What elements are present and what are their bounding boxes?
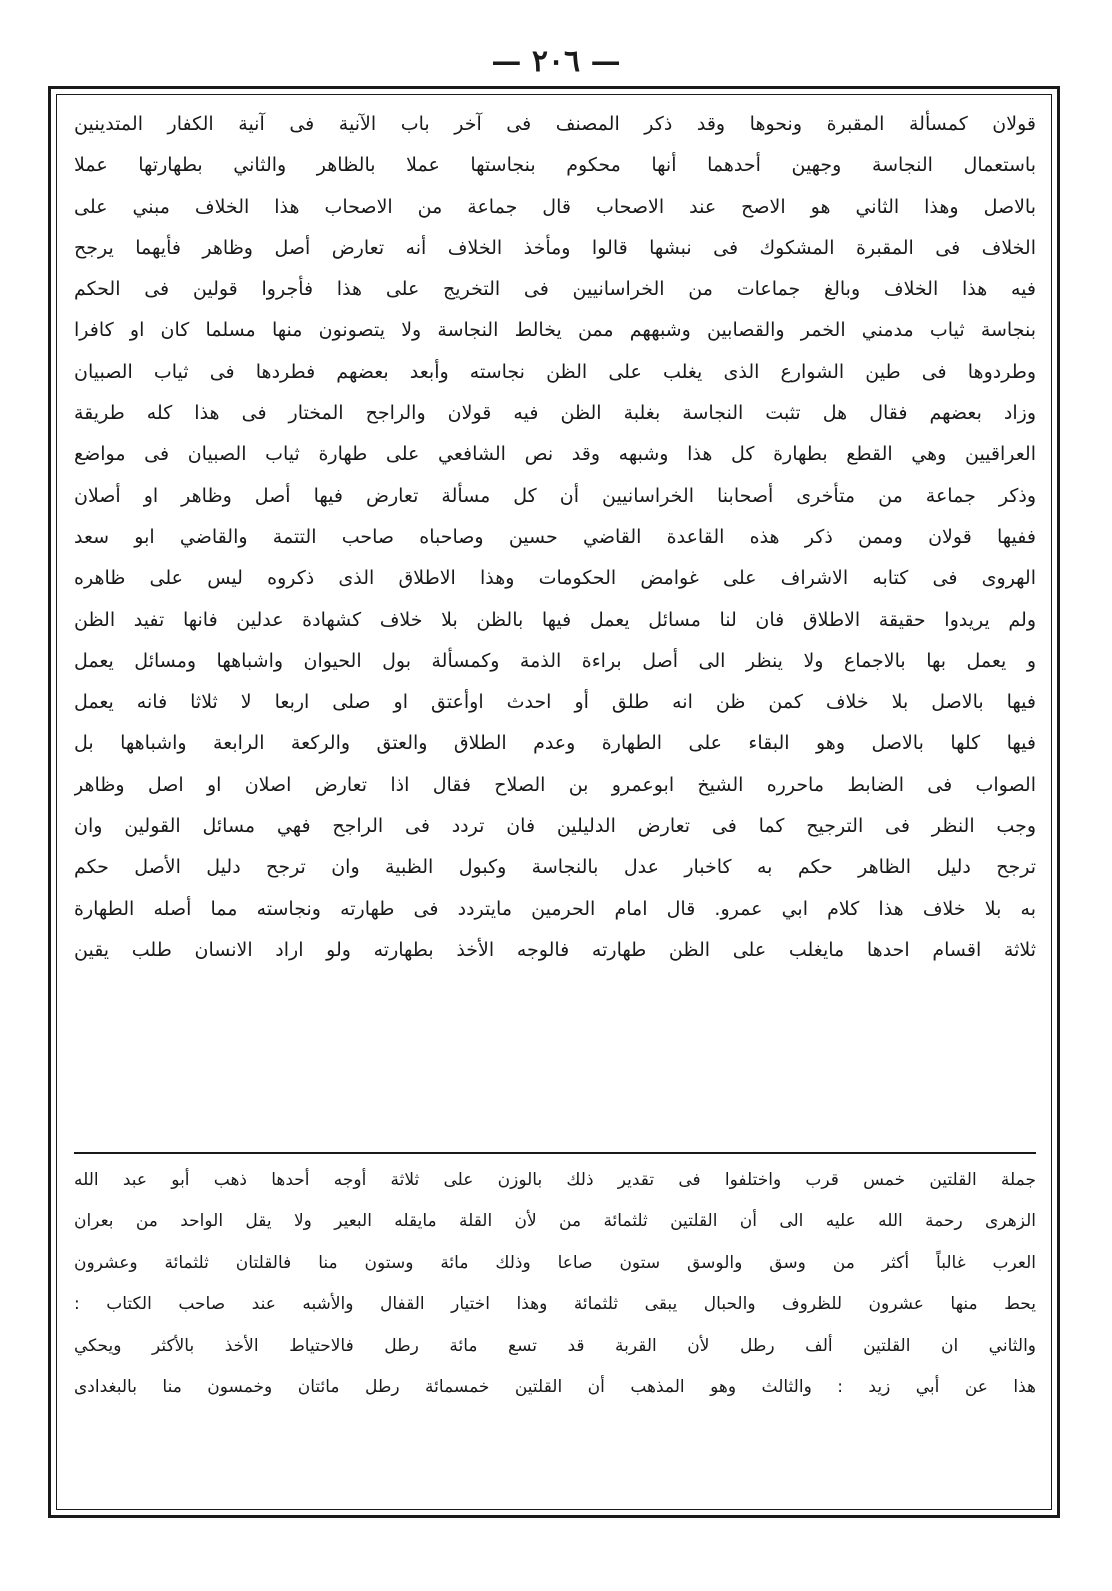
page-number: — ٢٠٦ — <box>491 44 621 79</box>
body-line: ترجح دليل الظاهر حكم به كاخبار عدل بالنجاسة وكبول الظبية وان ترجح دليل الأصل حكم <box>74 856 1036 879</box>
body-line: ولم يريدوا حقيقة الاطلاق فان لنا مسائل يعمل فيها بالظن بلا خلاف كشهادة عدلين فانها تفيد الظن <box>74 608 1036 631</box>
body-line: الصواب فى الضابط ماحرره الشيخ ابوعمرو بن الصلاح فقال اذا تعارض اصلان او اصل وظاهر <box>74 773 1036 796</box>
footnote-text <box>74 1160 1036 1408</box>
body-line: وذكر جماعة من متأخرى أصحابنا الخراسانيين أن كل مسألة تعارض فيها أصل وظاهر او أصلان <box>74 484 1036 507</box>
main-body-text <box>74 104 1036 971</box>
body-line: فيها بالاصل بلا خلاف كمن ظن انه طلق أو احدث اوأعتق او صلى اربعا لا ثلاثا فانه يعمل <box>74 691 1036 714</box>
body-line: ثلاثة اقسام احدها مايغلب على الظن طهارته فالوجه الأخذ بطهارته ولو اراد الانسان طلب يقين <box>74 938 1036 961</box>
body-line: فيه هذا الخلاف وبالغ جماعات من الخراسانيين فى التخريج على هذا فأجروا قولين فى الحكم <box>74 278 1036 301</box>
footnote-line: والثاني ان القلتين ألف رطل لأن القربة قد تسع مائة رطل فالاحتياط الأخذ بالأكثر ويحكي <box>74 1335 1036 1356</box>
footnote-line: العرب غالباً أكثر من وسق والوسق ستون صاعا وذلك مائة وستون منا فالقلتان ثلثمائة وعشرون <box>74 1252 1036 1273</box>
body-line: الخلاف فى المقبرة المشكوك فى نبشها قالوا ومأخذ الخلاف أنه تعارض أصل وظاهر فأيهما يرجح <box>74 236 1036 259</box>
body-line: ففيها قولان وممن ذكر هذه القاعدة القاضي حسين وصاحباه صاحب التتمة والقاضي ابو سعد <box>74 525 1036 548</box>
body-line: و يعمل بها بالاجماع ولا ينظر الى أصل براءة الذمة وكمسألة بول الحيوان واشباهها ومسائل يعمل <box>74 649 1036 672</box>
body-line: بنجاسة ثياب مدمني الخمر والقصابين وشبههم ممن يخالط النجاسة ولا يتصونون منها مسلما كان او كافرا <box>74 319 1036 342</box>
body-line: قولان كمسألة المقبرة ونحوها وقد ذكر المصنف فى آخر باب الآنية فى آنية الكفار المتدينين <box>74 113 1036 135</box>
body-line: بالاصل وهذا الثاني هو الاصح عند الاصحاب قال جماعة من الاصحاب هذا الخلاف مبني على <box>74 195 1036 218</box>
body-line: فيها كلها بالاصل وهو البقاء على الطهارة وعدم الطلاق والعتق والركعة الرابعة واشباهها بل <box>74 732 1036 755</box>
footnote-line: هذا عن أبي زيد : والثالث وهو المذهب أن القلتين خمسمائة رطل مائتان وخمسون منا بالبغدادى <box>74 1376 1036 1397</box>
footnote-line: الزهرى رحمة الله عليه الى أن القلتين ثلثمائة من لأن القلة مايقله البعير ولا يقل الواحد من بعران <box>74 1211 1036 1232</box>
body-line: باستعمال النجاسة وجهين أحدهما أنها محكوم بنجاستها عملا بالظاهر والثاني بطهارتها عملا <box>74 154 1036 177</box>
body-line: به بلا خلاف هذا كلام ابي عمرو. قال امام الحرمين مايتردد فى طهارته ونجاسته مما أصله الطهارة <box>74 897 1036 920</box>
footnote-line: جملة القلتين خمس قرب واختلفوا فى تقدير ذلك بالوزن على ثلاثة أوجه أحدها ذهب أبو عبد الله <box>74 1170 1036 1190</box>
footnote-line: يحط منها عشرون للظروف والحبال يبقى ثلثمائة وهذا اختيار القفال والأشبه عند صاحب الكتاب : <box>74 1294 1036 1315</box>
body-line: وزاد بعضهم فقال هل تثبت النجاسة بغلبة الظن فيه قولان والراجح المختار فى هذا كله طريقة <box>74 402 1036 425</box>
body-line: وطردوها فى طين الشوارع الذى يغلب على الظن نجاسته وأبعد بعضهم فطردها فى ثياب الصبيان <box>74 360 1036 383</box>
body-line: الهروى فى كتابه الاشراف على غوامض الحكومات وهذا الاطلاق الذى ذكروه ليس على ظاهره <box>74 567 1036 590</box>
body-line: وجب النظر فى الترجيح كما فى تعارض الدليلين فان تردد فى الراجح فهي مسائل القولين وان <box>74 815 1036 838</box>
footnote-separator <box>74 1152 1036 1154</box>
body-line: العراقيين وهي القطع بطهارة كل هذا وشبهه وقد نص الشافعي على طهارة ثياب الصبيان فى مواضع <box>74 443 1036 466</box>
